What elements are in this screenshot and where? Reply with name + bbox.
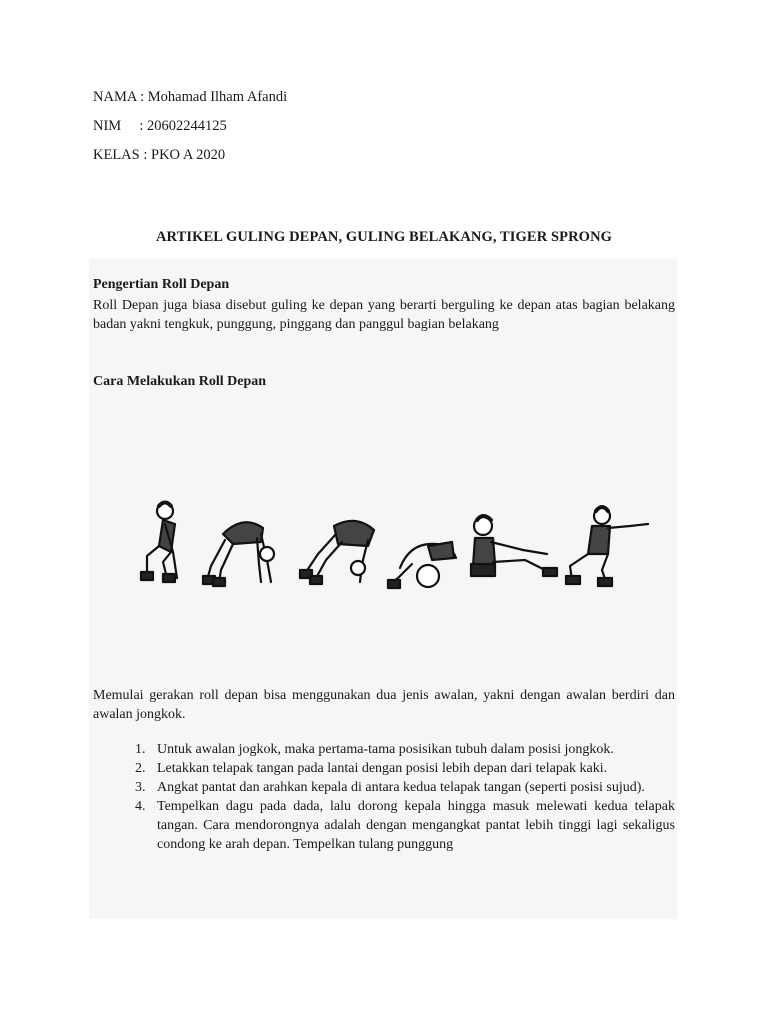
rolling-pose-figure (388, 542, 456, 588)
head-tuck-pose-figure (300, 521, 374, 584)
article-title: ARTIKEL GULING DEPAN, GULING BELAKANG, TIGER SPRONG (155, 229, 613, 245)
section-paragraph-pengertian: Roll Depan juga biasa disebut guling ke depan yang berarti berguling ke depan atas bagian belakang badan yakni tengkuk, punggung, pinggang dan panggul bagian belakang (93, 298, 675, 332)
list-item: 2. Letakkan telapak tangan pada lantai dengan posisi lebih depan dari telapak kaki. (135, 761, 608, 776)
steps-list (93, 740, 675, 854)
sit-up-pose-figure (471, 516, 557, 576)
list-item: 3. Angkat pantat dan arahkan kepala di antara kedua telapak tangan (seperti posisi sujud). (135, 780, 645, 795)
list-item: 1. Untuk awalan jogkok, maka pertama-tama posisikan tubuh dalam posisi jongkok. (135, 742, 614, 757)
student-class: KELAS : PKO A 2020 (93, 147, 226, 163)
student-name: NAMA : Mohamad Ilham Afandi (93, 89, 288, 105)
section-heading-cara: Cara Melakukan Roll Depan (93, 374, 267, 389)
hands-down-pose-figure (203, 522, 274, 586)
list-item: 4. Tempelkan dagu pada dada, lalu dorong kepala hingga masuk melewati kedua telapak tangan. Cara mendorongnya adalah dengan mengangkat pantat lebih tinggi lagi sekaligus condong ke arah depan. Tempelkan tulang punggung (135, 799, 675, 852)
return-crouch-pose-figure (566, 507, 648, 586)
student-nim: NIM : 20602244125 (93, 118, 227, 134)
section-heading-pengertian: Pengertian Roll Depan (93, 277, 230, 292)
crouch-pose-figure (141, 503, 177, 583)
forward-roll-illustration (133, 494, 653, 604)
intro-paragraph: Memulai gerakan roll depan bisa menggunakan dua jenis awalan, yakni dengan awalan berdiri dan awalan jongkok. (93, 688, 675, 722)
